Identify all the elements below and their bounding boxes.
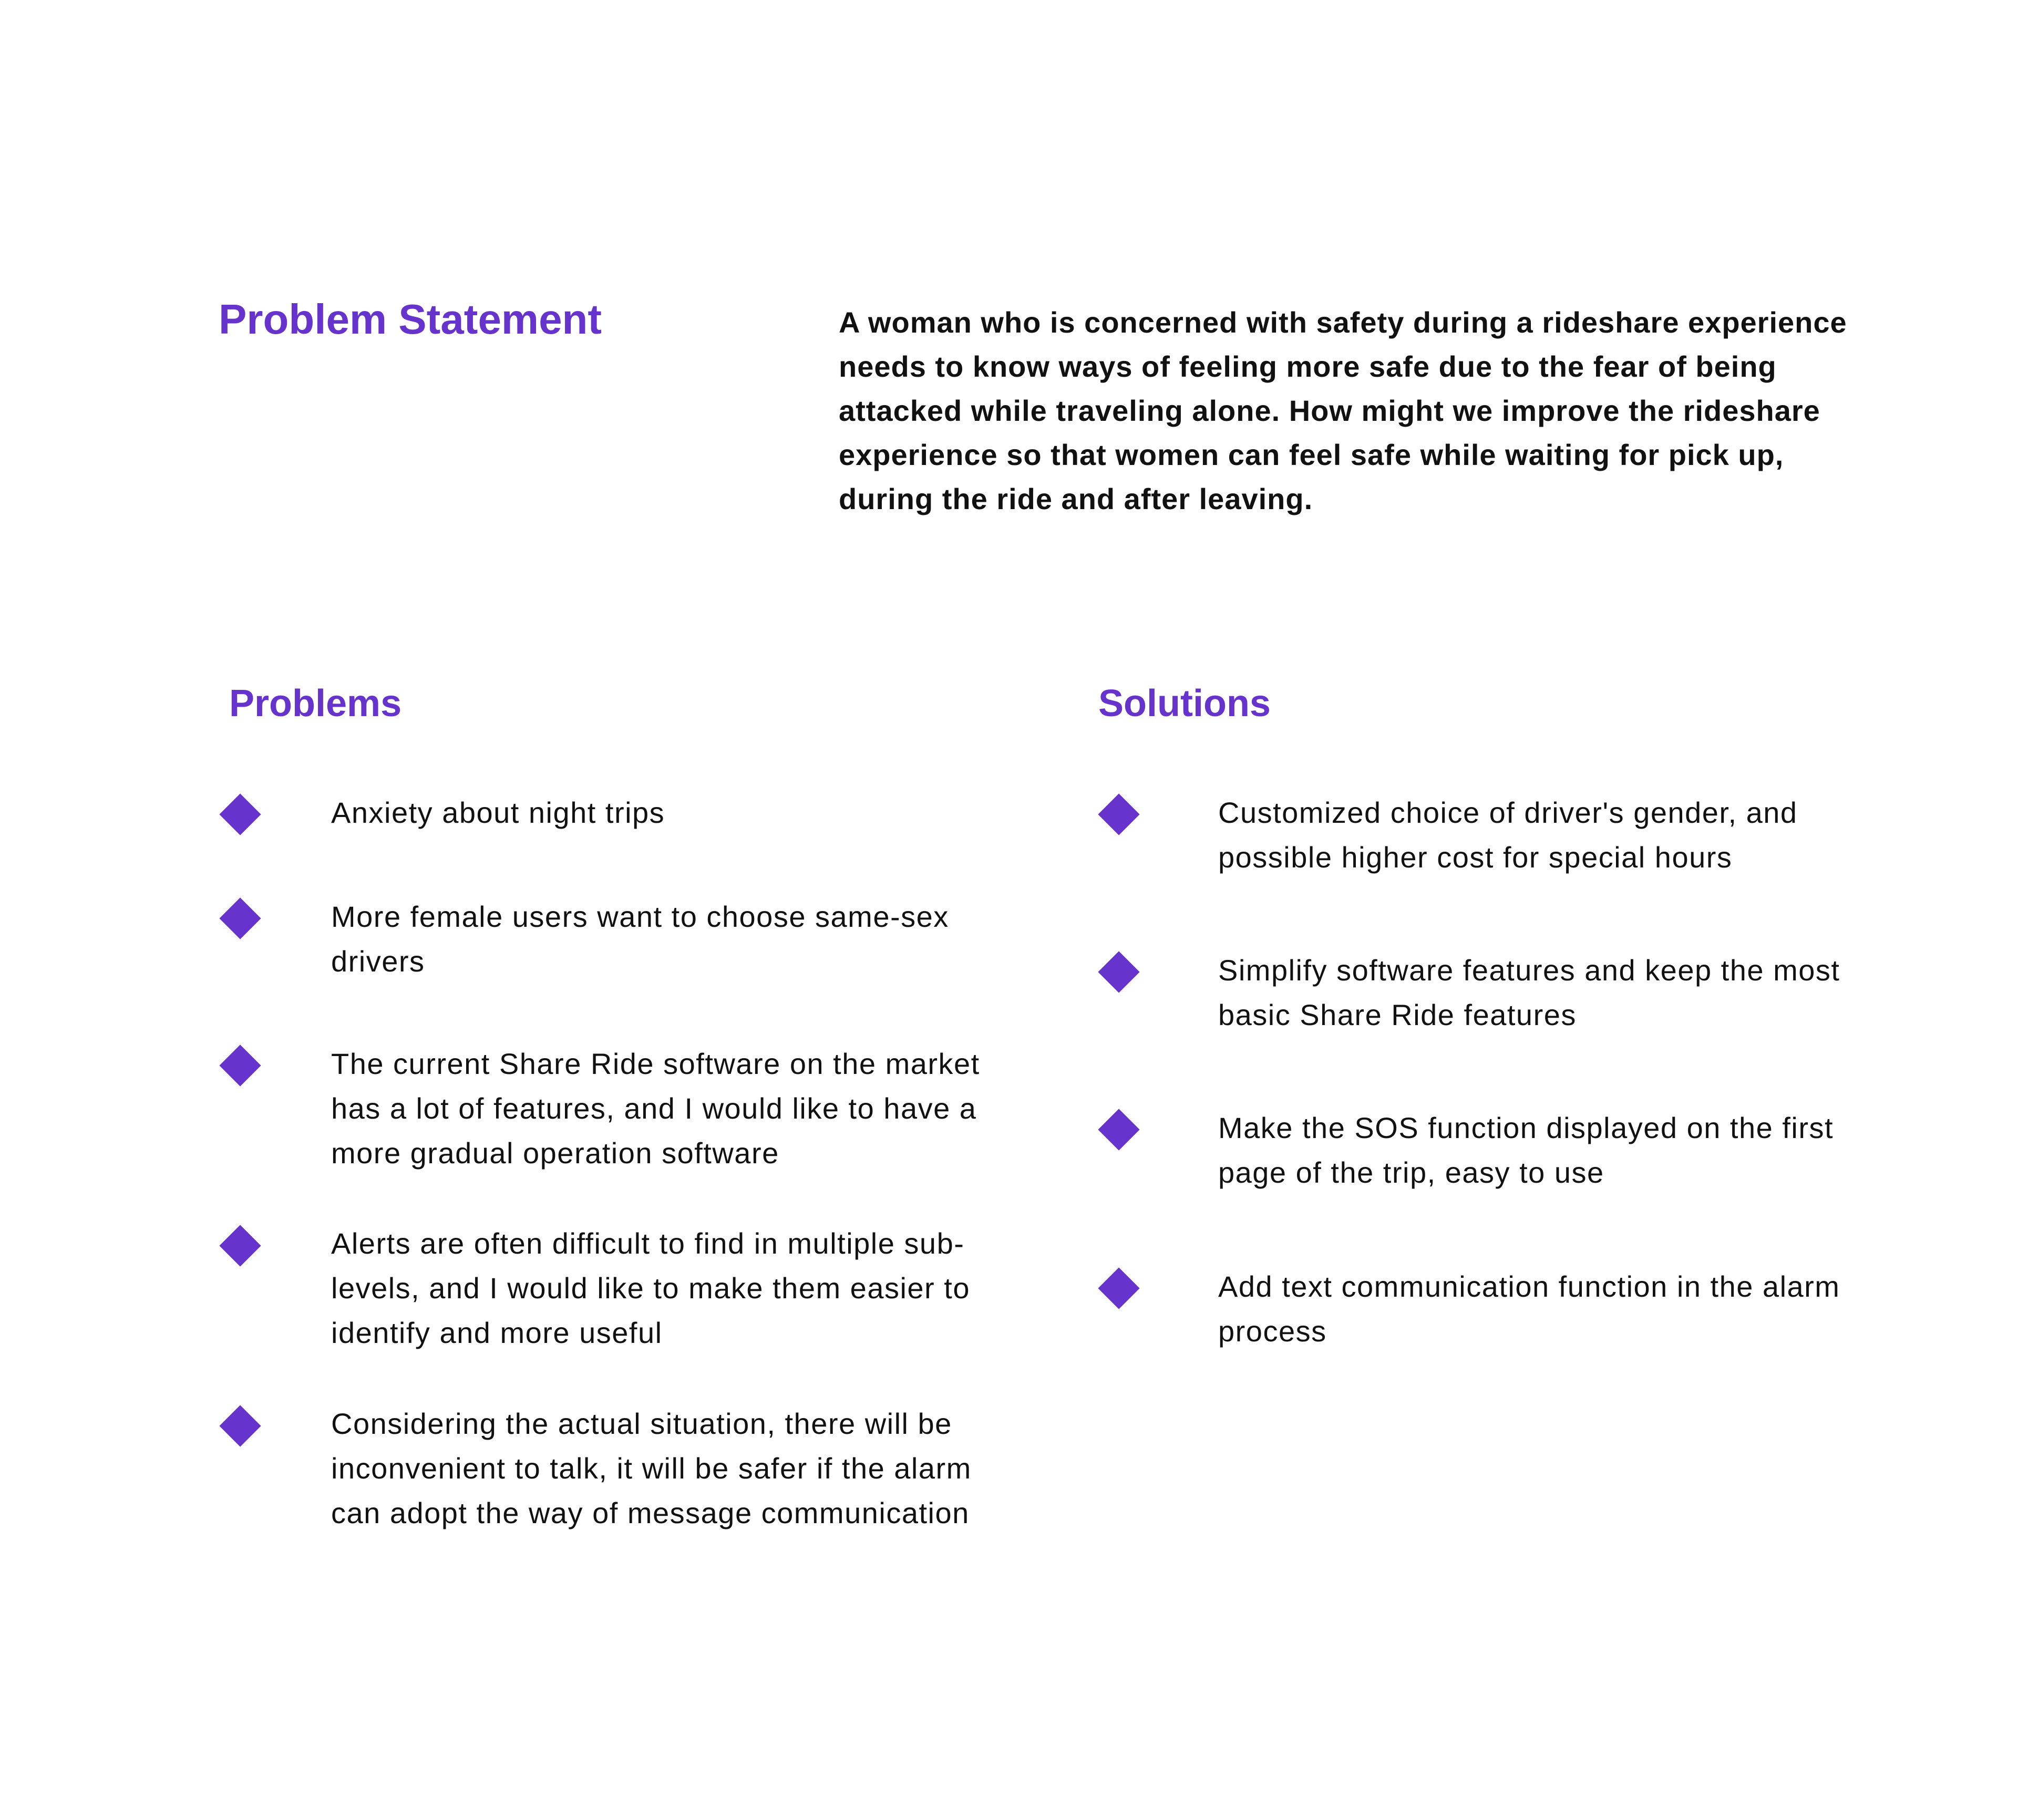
solutions-title: Solutions — [1098, 682, 1271, 725]
problem-item-text: Alerts are often difficult to find in multiple sub-levels, and I would like to make them easier to identify and more useful — [331, 1227, 970, 1349]
problem-statement-title: Problem Statement — [219, 296, 602, 343]
diamond-bullet-icon — [1098, 793, 1139, 835]
diamond-bullet-icon — [219, 897, 261, 939]
problem-item-text: Considering the actual situation, there will be inconvenient to talk, it will be safer if the alarm can adopt the way of message communication — [331, 1407, 972, 1529]
problem-item-text: Anxiety about night trips — [331, 796, 665, 829]
problems-title: Problems — [229, 682, 402, 725]
solution-item-text: Customized choice of driver's gender, and possible higher cost for special hours — [1218, 796, 1798, 874]
problem-statement-body: A woman who is concerned with safety during a rideshare experience needs to know ways of feeling more safe due to the fear of being attacked while traveling alone. How might we improve the rideshare experience so that women can feel safe while waiting for pick up, during the ride and after leaving. — [839, 306, 1847, 515]
solution-item-text: Add text communication function in the alarm process — [1218, 1270, 1840, 1348]
diamond-bullet-icon — [1098, 1109, 1139, 1150]
problem-item-text: The current Share Ride software on the market has a lot of features, and I would like to have a more gradual operation software — [331, 1047, 980, 1170]
problem-item-text: More female users want to choose same-sex drivers — [331, 900, 949, 978]
diamond-bullet-icon — [219, 1225, 261, 1266]
solution-item-text: Simplify software features and keep the most basic Share Ride features — [1218, 954, 1840, 1031]
diamond-bullet-icon — [219, 1405, 261, 1446]
diamond-bullet-icon — [1098, 1267, 1139, 1309]
diamond-bullet-icon — [219, 793, 261, 835]
diamond-bullet-icon — [219, 1045, 261, 1086]
diamond-bullet-icon — [1098, 951, 1139, 992]
solution-item-text: Make the SOS function displayed on the first page of the trip, easy to use — [1218, 1111, 1834, 1189]
